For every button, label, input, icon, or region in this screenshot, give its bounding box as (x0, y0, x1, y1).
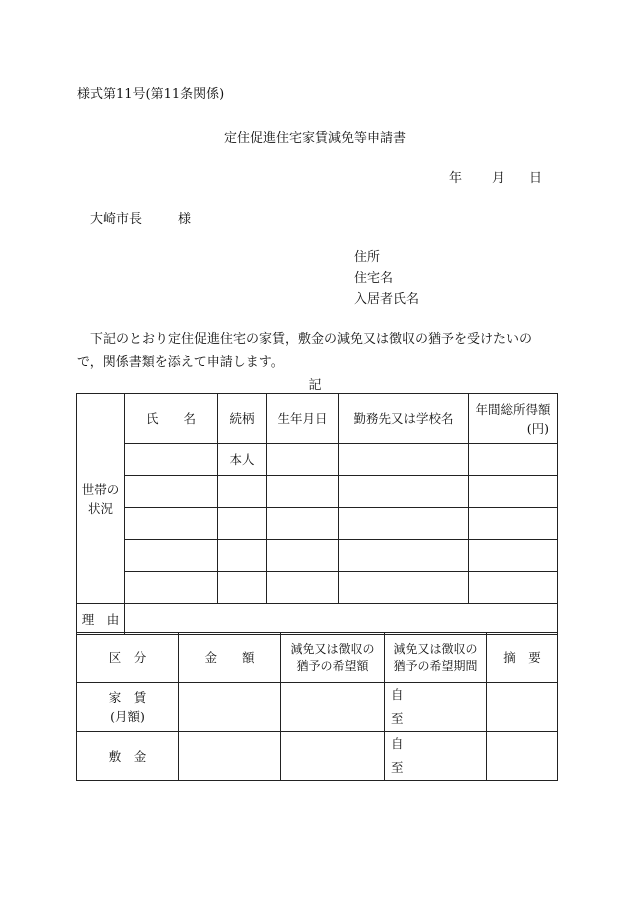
header-workplace: 勤務先又は学校名 (339, 394, 469, 444)
name-cell[interactable] (125, 444, 218, 476)
remarks-cell[interactable] (487, 732, 558, 781)
requested-period-cell[interactable]: 自 至 (385, 683, 487, 732)
table-row (77, 540, 558, 572)
table-row (77, 444, 558, 476)
birthdate-cell[interactable] (267, 572, 339, 604)
document-title: 定住促進住宅家賃減免等申請書 (223, 131, 406, 146)
table-row (77, 683, 558, 732)
category-rent: 家 賃 (月額) (77, 683, 179, 732)
fee-table (76, 632, 558, 781)
addressee (90, 208, 191, 227)
name-cell[interactable] (125, 476, 218, 508)
birthdate-cell[interactable] (267, 540, 339, 572)
reason-field[interactable] (125, 604, 558, 635)
relation-cell[interactable] (218, 572, 267, 604)
birthdate-cell[interactable] (267, 508, 339, 540)
workplace-cell[interactable] (339, 508, 469, 540)
birthdate-cell[interactable] (267, 476, 339, 508)
table-row (77, 732, 558, 781)
income-cell[interactable] (469, 444, 558, 476)
header-birthdate: 生年月日 (267, 394, 339, 444)
category-deposit: 敷 金 (77, 732, 179, 781)
form-number: 様式第11号(第11条関係) (77, 87, 225, 102)
header-income: 年間総所得額 (円) (469, 394, 558, 444)
income-cell[interactable] (469, 540, 558, 572)
workplace-cell[interactable] (339, 444, 469, 476)
workplace-cell[interactable] (339, 540, 469, 572)
name-cell[interactable] (125, 540, 218, 572)
table-row (77, 508, 558, 540)
requested-amount-cell[interactable] (281, 683, 385, 732)
ki-label: 記 (308, 378, 322, 393)
intro-text: 下記のとおり定住促進住宅の家賃，敷金の減免又は徴収の猶予を受けたいので，関係書類を添えて申請します。 (77, 332, 533, 370)
relation-cell[interactable] (218, 508, 267, 540)
addressee-name: 大崎市長 (90, 212, 143, 227)
requested-amount-cell[interactable] (281, 732, 385, 781)
reason-label: 理 由 (77, 604, 125, 635)
household-section-label: 世帯の 状況 (77, 394, 125, 604)
relation-cell[interactable] (218, 540, 267, 572)
date-line (449, 167, 542, 186)
table-row (77, 572, 558, 604)
addressee-honorific: 様 (178, 212, 192, 227)
header-remarks: 摘 要 (487, 633, 558, 683)
amount-cell[interactable] (179, 732, 281, 781)
resident-name-label: 入居者氏名 (354, 292, 420, 307)
income-cell[interactable] (469, 476, 558, 508)
applicant-block (354, 247, 419, 310)
date-day-label: 日 (529, 171, 543, 186)
header-requested-period: 減免又は徴収の 猶予の希望期間 (385, 633, 487, 683)
header-amount: 金 額 (179, 633, 281, 683)
header-category: 区 分 (77, 633, 179, 683)
income-cell[interactable] (469, 572, 558, 604)
house-name-label: 住宅名 (354, 271, 394, 286)
date-year-label: 年 (449, 171, 463, 186)
remarks-cell[interactable] (487, 683, 558, 732)
date-month-label: 月 (492, 171, 506, 186)
income-cell[interactable] (469, 508, 558, 540)
header-relation: 続柄 (218, 394, 267, 444)
address-label: 住所 (354, 250, 381, 265)
header-name: 氏 名 (125, 394, 218, 444)
requested-period-cell[interactable]: 自 至 (385, 732, 487, 781)
household-table (76, 393, 558, 635)
table-row (77, 476, 558, 508)
name-cell[interactable] (125, 508, 218, 540)
birthdate-cell[interactable] (267, 444, 339, 476)
relation-cell: 本人 (218, 444, 267, 476)
header-requested-amount: 減免又は徴収の 猶予の希望額 (281, 633, 385, 683)
amount-cell[interactable] (179, 683, 281, 732)
workplace-cell[interactable] (339, 476, 469, 508)
workplace-cell[interactable] (339, 572, 469, 604)
relation-cell[interactable] (218, 476, 267, 508)
name-cell[interactable] (125, 572, 218, 604)
